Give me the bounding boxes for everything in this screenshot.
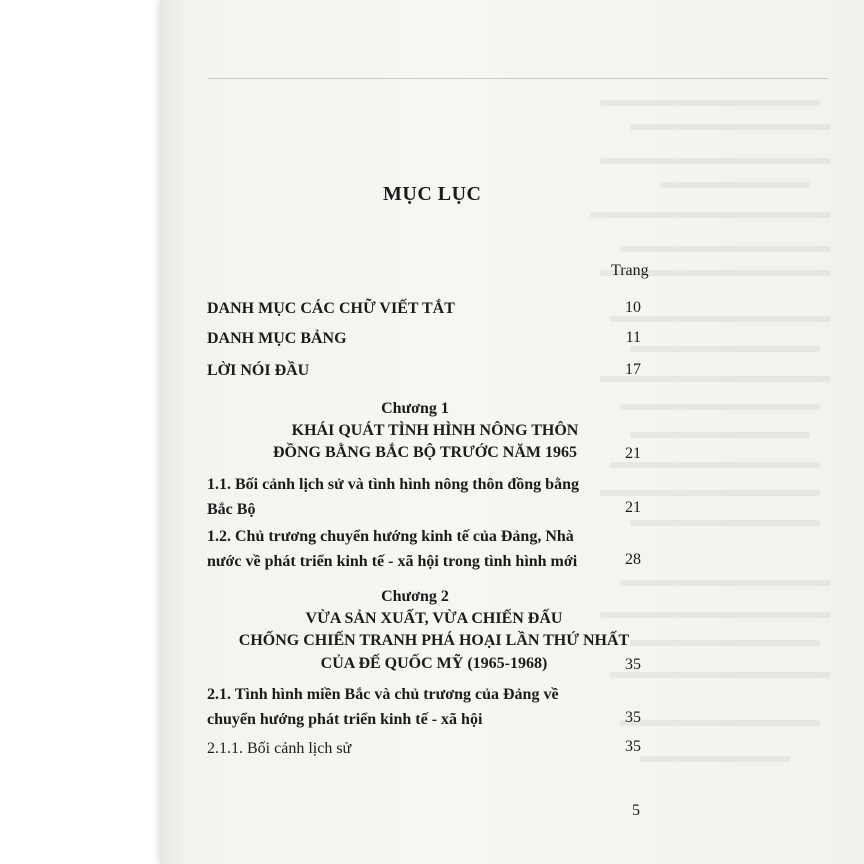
- section-line: 2.1. Tình hình miền Bắc và chủ trương của Đảng về: [207, 686, 559, 703]
- toc-entry-page: 10: [625, 299, 641, 316]
- section-line: 1.1. Bối cảnh lịch sử và tình hình nông thôn đồng bằng: [207, 476, 579, 493]
- chapter-2-title-line1[interactable]: VỪA SẢN XUẤT, VỪA CHIẾN ĐẤU: [305, 610, 563, 627]
- chapter-1-title-line1[interactable]: KHÁI QUÁT TÌNH HÌNH NÔNG THÔN: [291, 422, 579, 439]
- section-line: chuyển hướng phát triển kinh tế - xã hội: [207, 711, 483, 728]
- chapter-1-title-line2[interactable]: ĐỒNG BẰNG BẮC BỘ TRƯỚC NĂM 1965: [272, 444, 577, 461]
- toc-entry-page: 17: [625, 361, 641, 378]
- toc-section-page: 21: [625, 499, 641, 516]
- chapter-1-heading: Chương 1: [381, 400, 449, 417]
- toc-section-2-1[interactable]: [207, 684, 641, 731]
- book-page: [160, 0, 864, 864]
- chapter-2-title-line3[interactable]: CỦA ĐẾ QUỐC MỸ (1965-1968): [320, 655, 548, 672]
- subsection-label: 2.1.1. Bối cảnh lịch sử: [207, 740, 352, 757]
- toc-subsection-page: 35: [625, 738, 641, 755]
- chapter-2-page: 35: [625, 656, 641, 673]
- section-line: nước về phát triển kinh tế - xã hội trong tình hình mới: [207, 553, 578, 570]
- toc-entry-tables[interactable]: [207, 328, 641, 350]
- toc-entry-label: LỜI NÓI ĐẦU: [207, 362, 310, 379]
- toc-entry-label: DANH MỤC CÁC CHỮ VIẾT TẮT: [207, 300, 455, 317]
- toc-entry-page: 11: [625, 329, 641, 346]
- toc-entry-preface[interactable]: [207, 360, 641, 382]
- toc-subsection-2-1-1[interactable]: [207, 738, 641, 760]
- toc-section-page: 35: [625, 709, 641, 726]
- toc-entry-label: DANH MỤC BẢNG: [207, 330, 347, 347]
- toc-section-page: 28: [625, 551, 641, 568]
- toc-entry-abbreviations[interactable]: [207, 298, 641, 320]
- chapter-2-title-line2[interactable]: CHỐNG CHIẾN TRANH PHÁ HOẠI LẦN THỨ NHẤT: [238, 632, 630, 649]
- chapter-2-heading: Chương 2: [381, 588, 449, 605]
- section-line: 1.2. Chủ trương chuyển hướng kinh tế của Đảng, Nhà: [207, 528, 574, 545]
- toc-title: MỤC LỤC: [383, 183, 482, 205]
- section-line: Bắc Bộ: [207, 501, 256, 518]
- page-number: 5: [632, 802, 640, 819]
- toc-section-1-1[interactable]: [207, 474, 641, 521]
- toc-section-1-2[interactable]: [207, 526, 641, 573]
- page-column-header: Trang: [611, 262, 649, 279]
- chapter-1-page: 21: [625, 445, 641, 462]
